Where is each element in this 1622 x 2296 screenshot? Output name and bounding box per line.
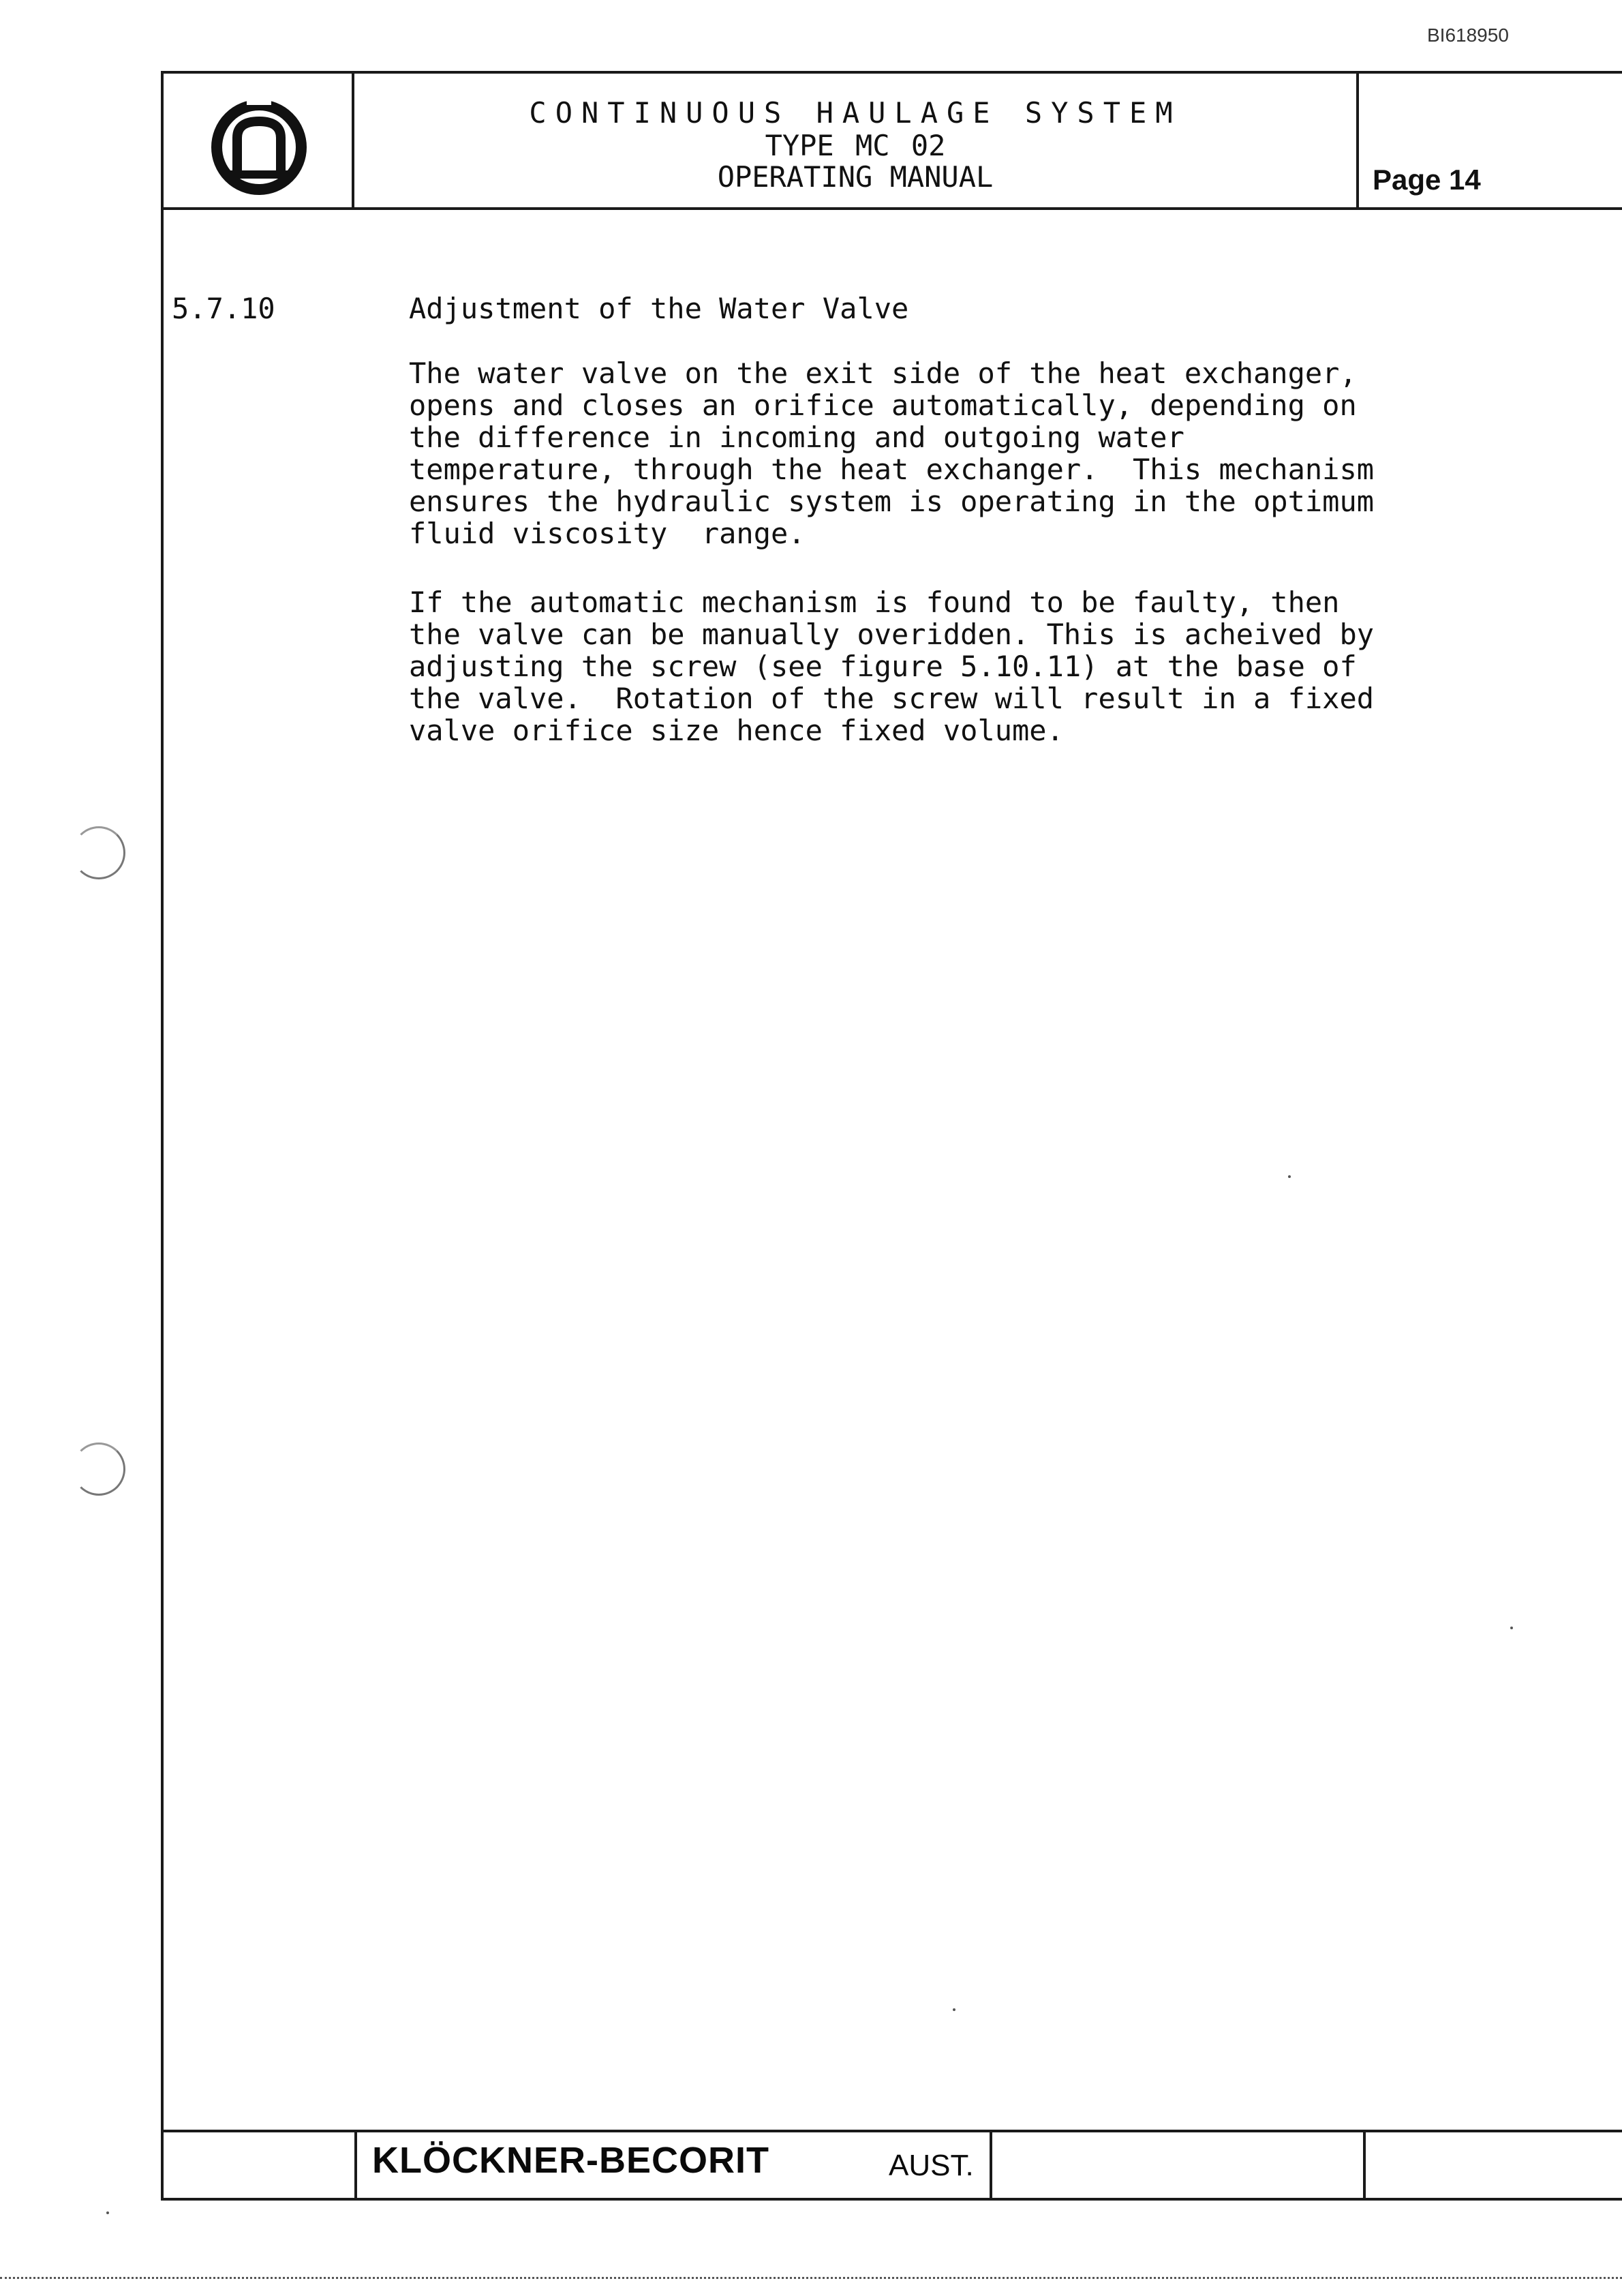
- scan-speck: [953, 2008, 955, 2011]
- document-id: BI618950: [1427, 25, 1509, 46]
- footer-top-border: [161, 2130, 1622, 2132]
- scan-speck: [1288, 1175, 1291, 1178]
- footer-divider: [990, 2130, 992, 2201]
- header-type: TYPE MC 02: [765, 129, 946, 162]
- company-logo-icon: [202, 90, 316, 205]
- section-title: Adjustment of the Water Valve: [409, 292, 909, 325]
- scan-speck: [1510, 1627, 1513, 1629]
- page-left-border: [161, 71, 164, 2201]
- header-subtitle: OPERATING MANUAL: [717, 160, 994, 194]
- section-number: 5.7.10: [172, 292, 275, 325]
- footer-bottom-border: [161, 2198, 1622, 2201]
- company-suffix: AUST.: [889, 2149, 974, 2182]
- page-number: Page 14: [1373, 164, 1481, 196]
- scan-edge-line: [0, 2277, 1622, 2279]
- header-top-border: [161, 71, 1622, 74]
- body-paragraph: If the automatic mechanism is found to be faulty, then the valve can be manually overidden. This is acheived by adjusting the screw (see figure 5.10.11) at the base of the valve. Rotation of the screw will result in a fixed valve orifice size hence fixed volume.: [409, 586, 1375, 747]
- header-bottom-border: [161, 207, 1622, 210]
- footer-divider: [354, 2130, 357, 2201]
- header-title: CONTINUOUS HAULAGE SYSTEM: [529, 96, 1182, 130]
- punch-hole: [72, 1442, 125, 1496]
- punch-hole: [72, 826, 125, 879]
- footer-divider: [1363, 2130, 1366, 2201]
- header-page-divider: [1356, 71, 1359, 210]
- body-paragraph: The water valve on the exit side of the heat exchanger, opens and closes an orifice automatically, depending on the difference in incoming and outgoing water temperature, through the heat exchanger. This mechanism ensures the hydraulic system is operating in the optimum fluid viscosity range.: [409, 357, 1375, 550]
- scan-speck: [106, 2211, 109, 2214]
- company-name: KLÖCKNER-BECORIT: [372, 2140, 769, 2181]
